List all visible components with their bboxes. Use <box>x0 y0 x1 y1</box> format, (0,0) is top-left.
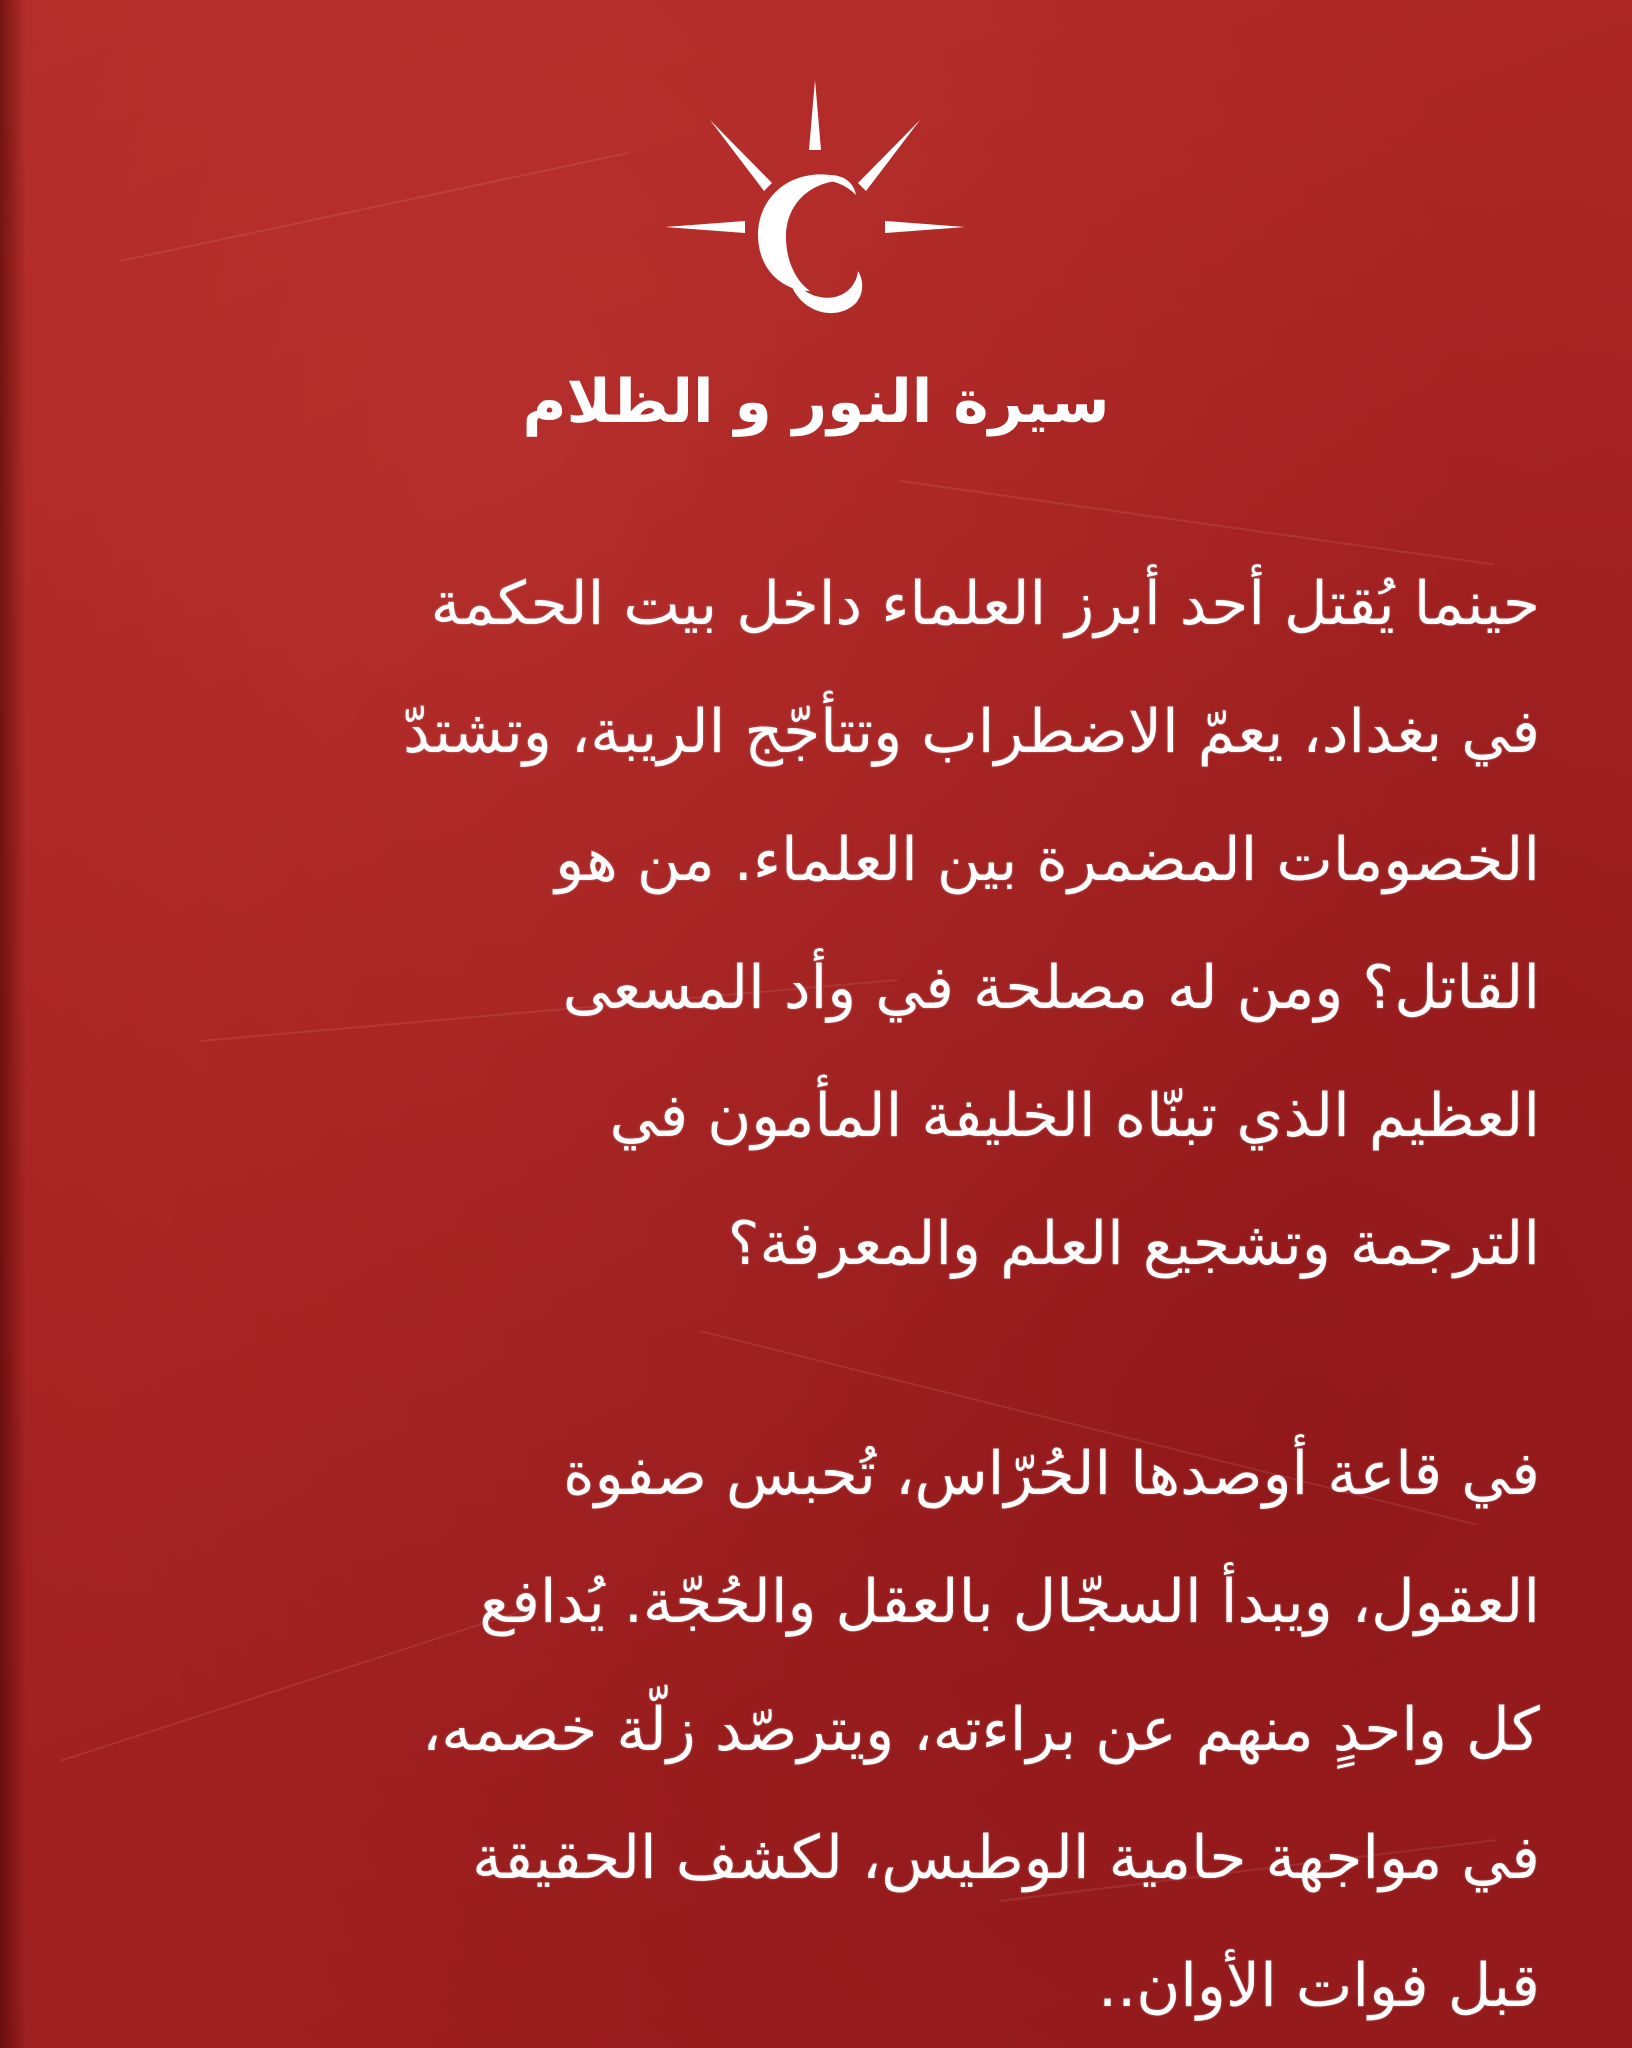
text-line: كل واحدٍ منهم عن براءته، ويترصّد زلّة خصمه، <box>421 1695 1540 1765</box>
text-line: حينما يُقتل أحد أبرز العلماء داخل بيت الحكمة <box>430 569 1540 639</box>
text-line: العقول، ويبدأ السجّال بالعقل والحُجّة. يُدافع <box>479 1567 1540 1637</box>
text-line: الخصومات المضمرة بين العلماء. من هو <box>555 825 1540 895</box>
text-line: العظيم الذي تبنّاه الخليفة المأمون في <box>609 1081 1540 1151</box>
text-line: قبل فوات الأوان.. <box>1098 1951 1540 2021</box>
crescent-sunburst-icon <box>660 75 970 325</box>
text-line: في قاعة أوصدها الحُرّاس، تُحبس صفوة <box>563 1439 1540 1509</box>
surface-scratch <box>120 152 629 262</box>
text-line: في بغداد، يعمّ الاضطراب وتتأجّج الريبة، وتشتدّ <box>403 697 1540 767</box>
text-line: الترجمة وتشجيع العلم والمعرفة؟ <box>727 1209 1540 1279</box>
text-line: في مواجهة حامية الوطيس، لكشف الحقيقة <box>472 1823 1540 1893</box>
text-line: القاتل؟ ومن له مصلحة في وأد المسعى <box>562 953 1540 1023</box>
synopsis-paragraph-2 <box>92 1410 1540 2048</box>
synopsis-paragraph-1 <box>92 540 1540 1308</box>
book-title: سيرة النور و الظلام <box>522 367 1110 437</box>
spine-shadow <box>0 0 26 2048</box>
